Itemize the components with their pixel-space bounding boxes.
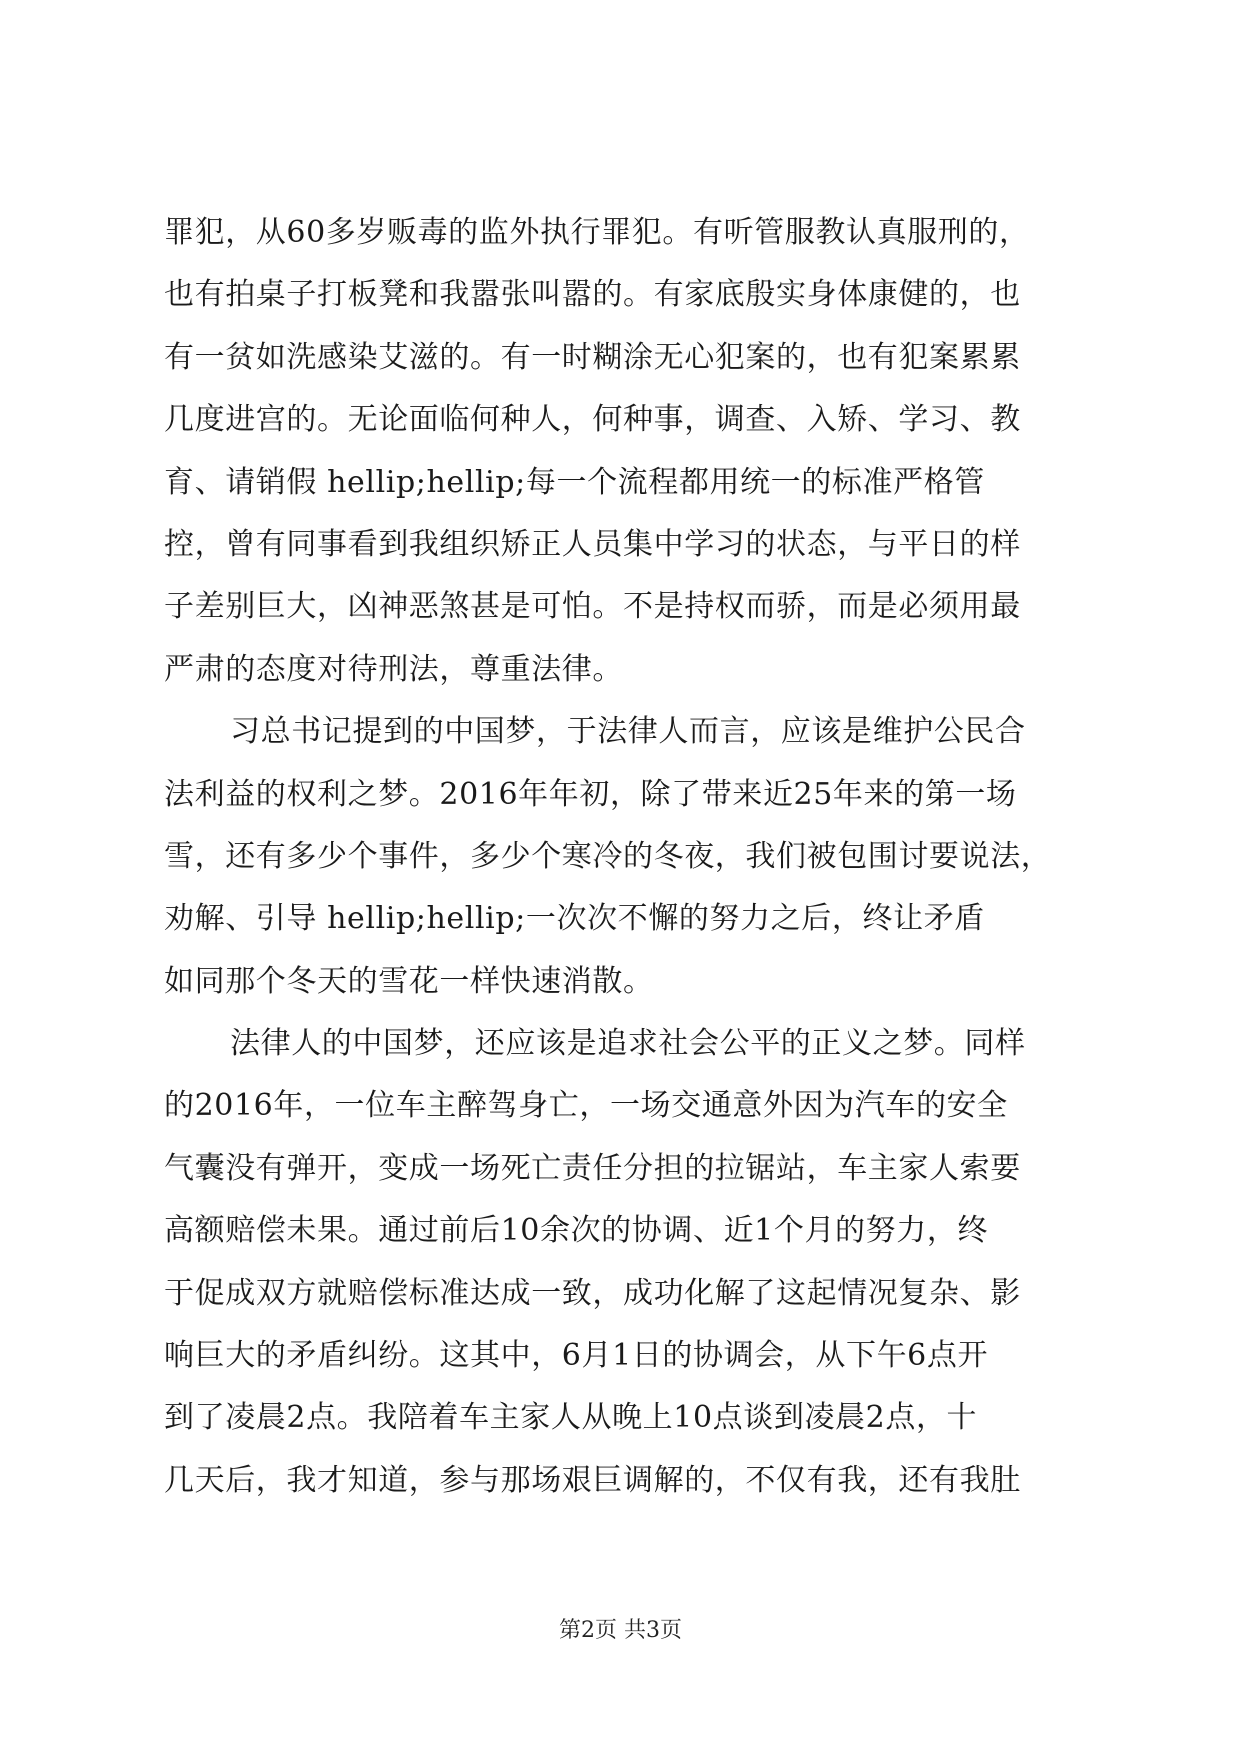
- text-line: 育、请销假 hellip;hellip;每一个流程都用统一的标准严格管: [164, 464, 985, 500]
- text-line: 有一贫如洗感染艾滋的。有一时糊涂无心犯案的，也有犯案累累: [164, 339, 1021, 375]
- paragraph-start-line: 法律人的中国梦，还应该是追求社会公平的正义之梦。同样: [230, 1026, 1026, 1062]
- text-line: 严肃的态度对待刑法，尊重法律。: [164, 651, 623, 687]
- text-line: 子差别巨大，凶神恶煞甚是可怕。不是持权而骄，而是必须用最: [164, 589, 1021, 625]
- text-line: 罪犯，从60多岁贩毒的监外执行罪犯。有听管服教认真服刑的，: [164, 215, 1030, 250]
- page-number-footer: 第2页 共3页: [559, 1618, 682, 1643]
- text-line: 到了凌晨2点。我陪着车主家人从晚上10点谈到凌晨2点，十: [164, 1400, 978, 1436]
- text-line: 气囊没有弹开，变成一场死亡责任分担的拉锯站，车主家人索要: [164, 1150, 1021, 1186]
- text-line: 法利益的权利之梦。2016年年初，除了带来近25年来的第一场: [164, 776, 1017, 812]
- text-line: 也有拍桌子打板凳和我嚣张叫嚣的。有家底殷实身体康健的，也: [164, 277, 1021, 313]
- text-line: 劝解、引导 hellip;hellip;一次次不懈的努力之后，终让矛盾: [164, 901, 985, 937]
- paragraph-start-line: 习总书记提到的中国梦，于法律人而言，应该是维护公民合: [230, 714, 1026, 750]
- body-text: [164, 202, 1084, 1512]
- text-line: 响巨大的矛盾纠纷。这其中，6月1日的协调会，从下午6点开: [164, 1338, 989, 1374]
- text-line: 雪，还有多少个事件，多少个寒冷的冬夜，我们被包围讨要说法，: [164, 838, 1052, 874]
- text-line: 于促成双方就赔偿标准达成一致，成功化解了这起情况复杂、影: [164, 1275, 1021, 1311]
- text-line: 几度进宫的。无论面临何种人，何种事，调查、入矫、学习、教: [164, 402, 1021, 438]
- text-line: 的2016年，一位车主醉驾身亡，一场交通意外因为汽车的安全: [164, 1088, 1008, 1124]
- text-line: 高额赔偿未果。通过前后10余次的协调、近1个月的努力，终: [164, 1213, 989, 1249]
- text-line: 几天后，我才知道，参与那场艰巨调解的，不仅有我，还有我肚: [164, 1462, 1021, 1498]
- text-line: 控，曾有同事看到我组织矫正人员集中学习的状态，与平日的样: [164, 526, 1021, 562]
- text-line: 如同那个冬天的雪花一样快速消散。: [164, 963, 654, 999]
